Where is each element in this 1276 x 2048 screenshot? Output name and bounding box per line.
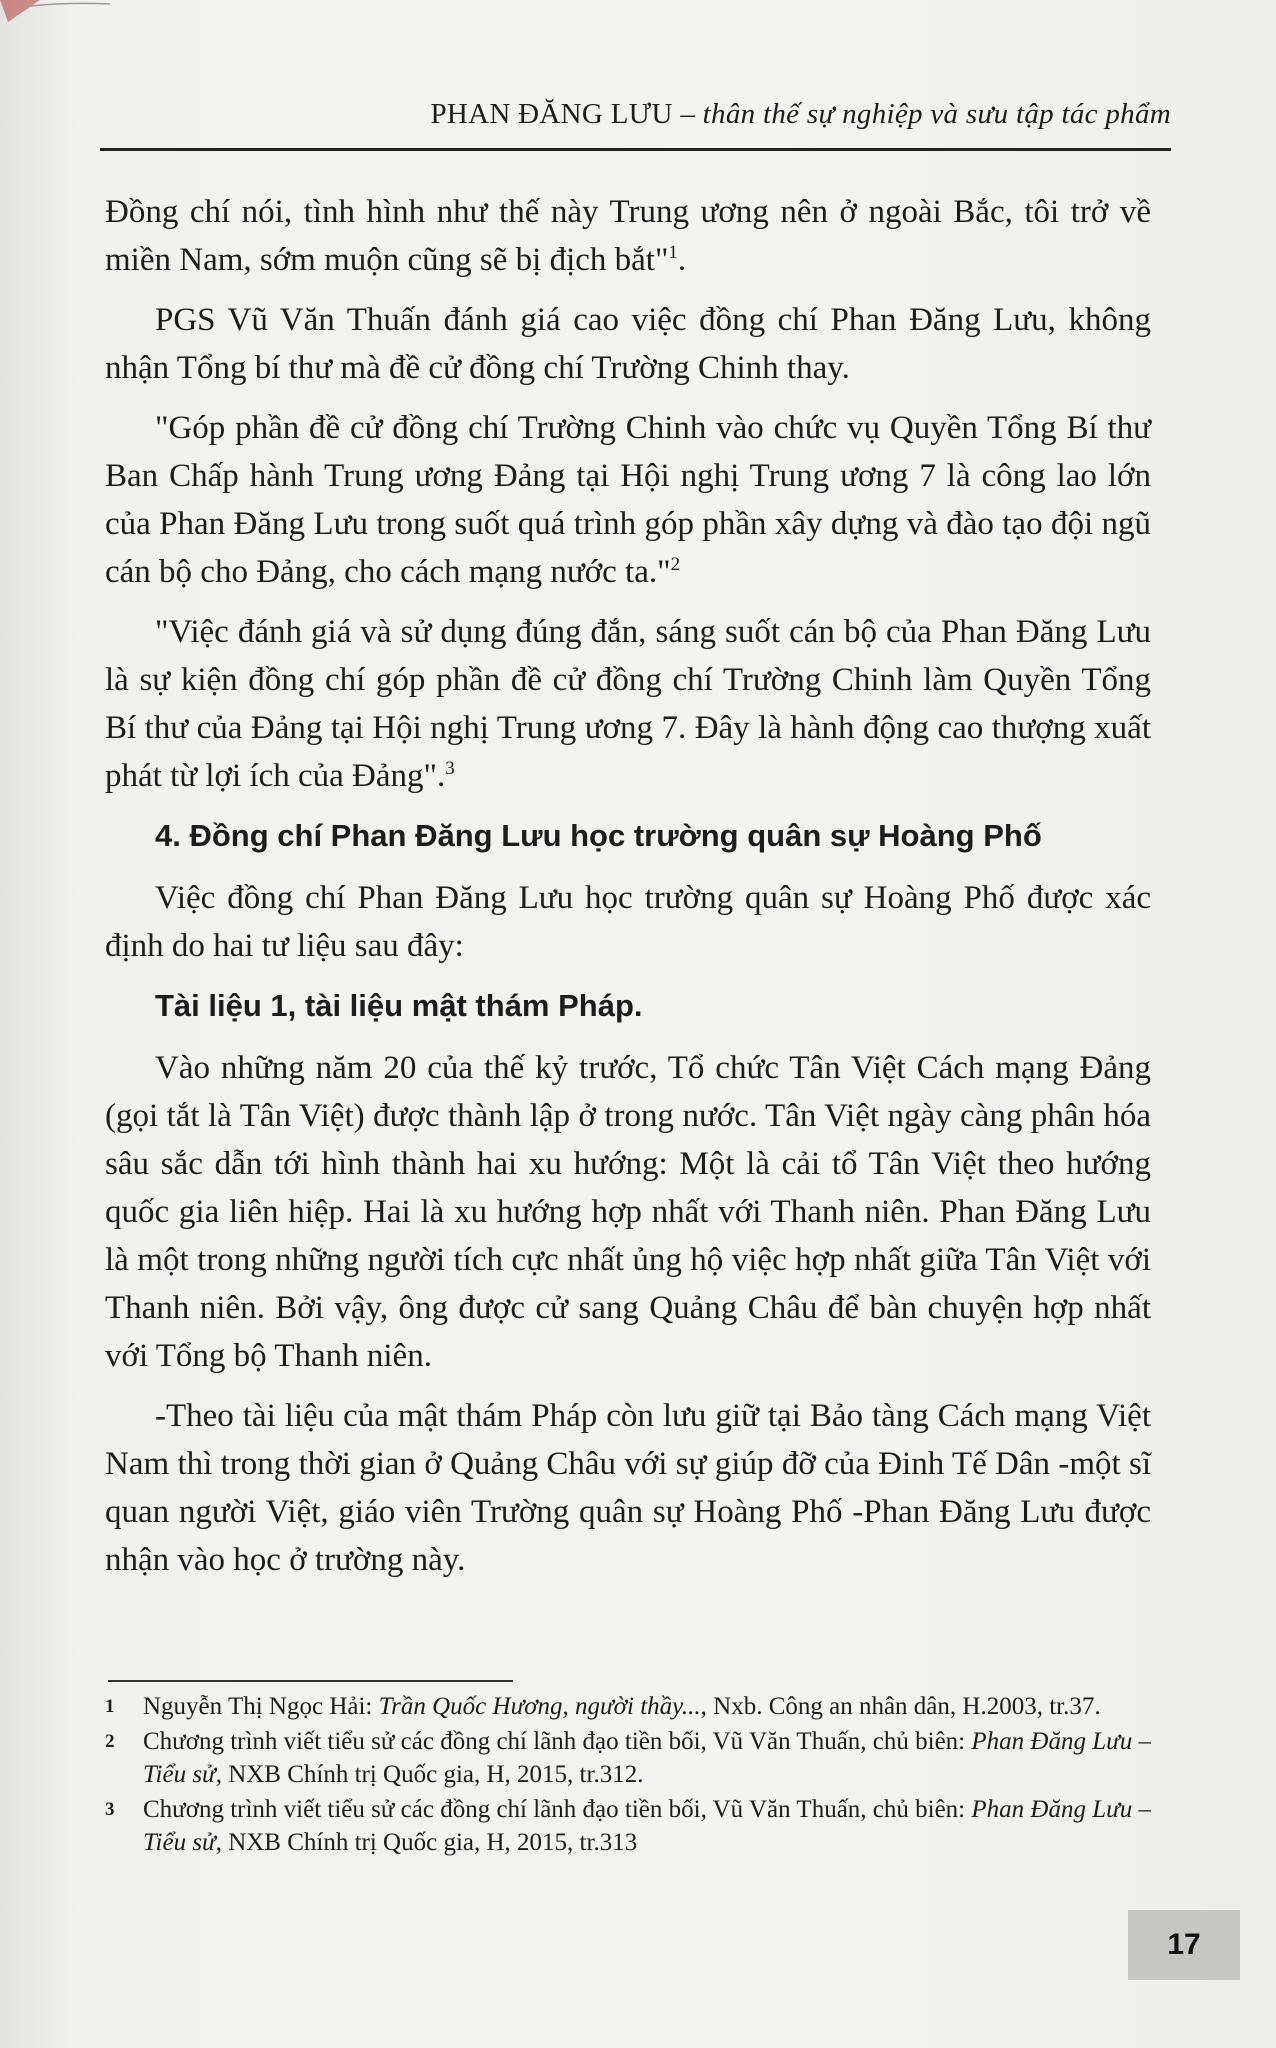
paragraph-4-text: "Việc đánh giá và sử dụng đúng đắn, sáng suốt cán bộ của Phan Đăng Lưu là sự kiện đồng chí góp phần đề cử đồng chí Trường Chinh làm Quyền Tổng Bí thư của Đảng tại Hội nghị Trung ương 7. Đây là hành động cao thượng xuất phát từ lợi ích của Đảng". bbox=[105, 614, 1151, 794]
paragraph-3 bbox=[105, 404, 1151, 596]
corner-ink-mark bbox=[0, 0, 120, 40]
section-heading-4: 4. Đồng chí Phan Đăng Lưu học trường quân sự Hoàng Phố bbox=[155, 818, 1042, 853]
running-header bbox=[150, 98, 1171, 131]
footnote-title: Phan Đăng Lưu – Tiểu sử bbox=[143, 1728, 1151, 1788]
footnote-ref-1: 1 bbox=[668, 242, 678, 263]
footnote-lead: Chương trình viết tiểu sử các đồng chí lãnh đạo tiền bối, Vũ Văn Thuấn, chủ biên: bbox=[143, 1796, 972, 1823]
footnotes bbox=[105, 1690, 1151, 1861]
paragraph-7: -Theo tài liệu của mật thám Pháp còn lưu giữ tại Bảo tàng Cách mạng Việt Nam thì trong thời gian ở Quảng Châu với sự giúp đỡ của Đinh Tế Dân -một sĩ quan người Việt, giáo viên Trường quân sự Hoàng Phố -Phan Đăng Lưu được nhận vào học ở trường này. bbox=[105, 1398, 1151, 1578]
header-separator: – bbox=[672, 98, 703, 130]
paragraph-1-text: Đồng chí nói, tình hình như thế này Trung ương nên ở ngoài Bắc, tôi trở về miền Nam, sớm muộn cũng sẽ bị địch bắt" bbox=[105, 194, 1151, 278]
footnote-ref-2: 2 bbox=[670, 554, 681, 575]
footnote-lead: Chương trình viết tiểu sử các đồng chí lãnh đạo tiền bối, Vũ Văn Thuấn, chủ biên: bbox=[143, 1728, 972, 1755]
footnote-rule bbox=[108, 1680, 513, 1682]
paragraph-5: Việc đồng chí Phan Đăng Lưu học trường quân sự Hoàng Phố được xác định do hai tư liệu sau đây: bbox=[105, 880, 1151, 964]
footnote-number: 2 bbox=[105, 1731, 115, 1752]
body-text bbox=[105, 188, 1151, 1596]
footnote-tail: , Nxb. Công an nhân dân, H.2003, tr.37. bbox=[700, 1693, 1101, 1720]
header-subtitle: thân thế sự nghiệp và sưu tập tác phẩm bbox=[702, 98, 1171, 130]
paragraph-4 bbox=[105, 608, 1151, 800]
footnote-number: 1 bbox=[105, 1696, 115, 1717]
paragraph-2: PGS Vũ Văn Thuấn đánh giá cao việc đồng chí Phan Đăng Lưu, không nhận Tổng bí thư mà đề cử đồng chí Trường Chinh thay. bbox=[105, 302, 1151, 386]
footnote-title: Phan Đăng Lưu – Tiểu sử bbox=[143, 1796, 1151, 1856]
footnote-tail: , NXB Chính trị Quốc gia, H, 2015, tr.312. bbox=[215, 1761, 644, 1788]
page-number: 17 bbox=[1128, 1910, 1240, 1980]
footnote-tail: , NXB Chính trị Quốc gia, H, 2015, tr.313 bbox=[215, 1829, 638, 1856]
header-title: PHAN ĐĂNG LƯU bbox=[430, 98, 673, 130]
paragraph-1 bbox=[105, 188, 1151, 284]
footnote-1 bbox=[105, 1690, 1151, 1723]
footnote-2 bbox=[105, 1725, 1151, 1791]
footnote-title: Trần Quốc Hương, người thầy... bbox=[378, 1693, 701, 1720]
footnote-3 bbox=[105, 1793, 1151, 1859]
footnote-ref-3: 3 bbox=[445, 758, 455, 779]
subheading-document-1: Tài liệu 1, tài liệu mật thám Pháp. bbox=[155, 988, 643, 1023]
header-rule bbox=[100, 148, 1171, 151]
paragraph-3-text: "Góp phần đề cử đồng chí Trường Chinh vào chức vụ Quyền Tổng Bí thư Ban Chấp hành Trung ương Đảng tại Hội nghị Trung ương 7 là công lao lớn của Phan Đăng Lưu trong suốt quá trình góp phần xây dựng và đào tạo đội ngũ cán bộ cho Đảng, cho cách mạng nước ta." bbox=[105, 410, 1151, 590]
footnote-lead: Nguyễn Thị Ngọc Hải: bbox=[143, 1693, 379, 1720]
footnote-number: 3 bbox=[105, 1799, 115, 1820]
paragraph-6: Vào những năm 20 của thế kỷ trước, Tổ chức Tân Việt Cách mạng Đảng (gọi tắt là Tân Việt) được thành lập ở trong nước. Tân Việt ngày càng phân hóa sâu sắc dẫn tới hình thành hai xu hướng: Một là cải tổ Tân Việt theo hướng quốc gia liên hiệp. Hai là xu hướng hợp nhất với Thanh niên. Phan Đăng Lưu là một trong những người tích cực nhất ủng hộ việc hợp nhất giữa Tân Việt với Thanh niên. Bởi vậy, ông được cử sang Quảng Châu để bàn chuyện hợp nhất với Tổng bộ Thanh niên. bbox=[105, 1050, 1151, 1374]
paragraph-1-end: . bbox=[677, 242, 687, 278]
